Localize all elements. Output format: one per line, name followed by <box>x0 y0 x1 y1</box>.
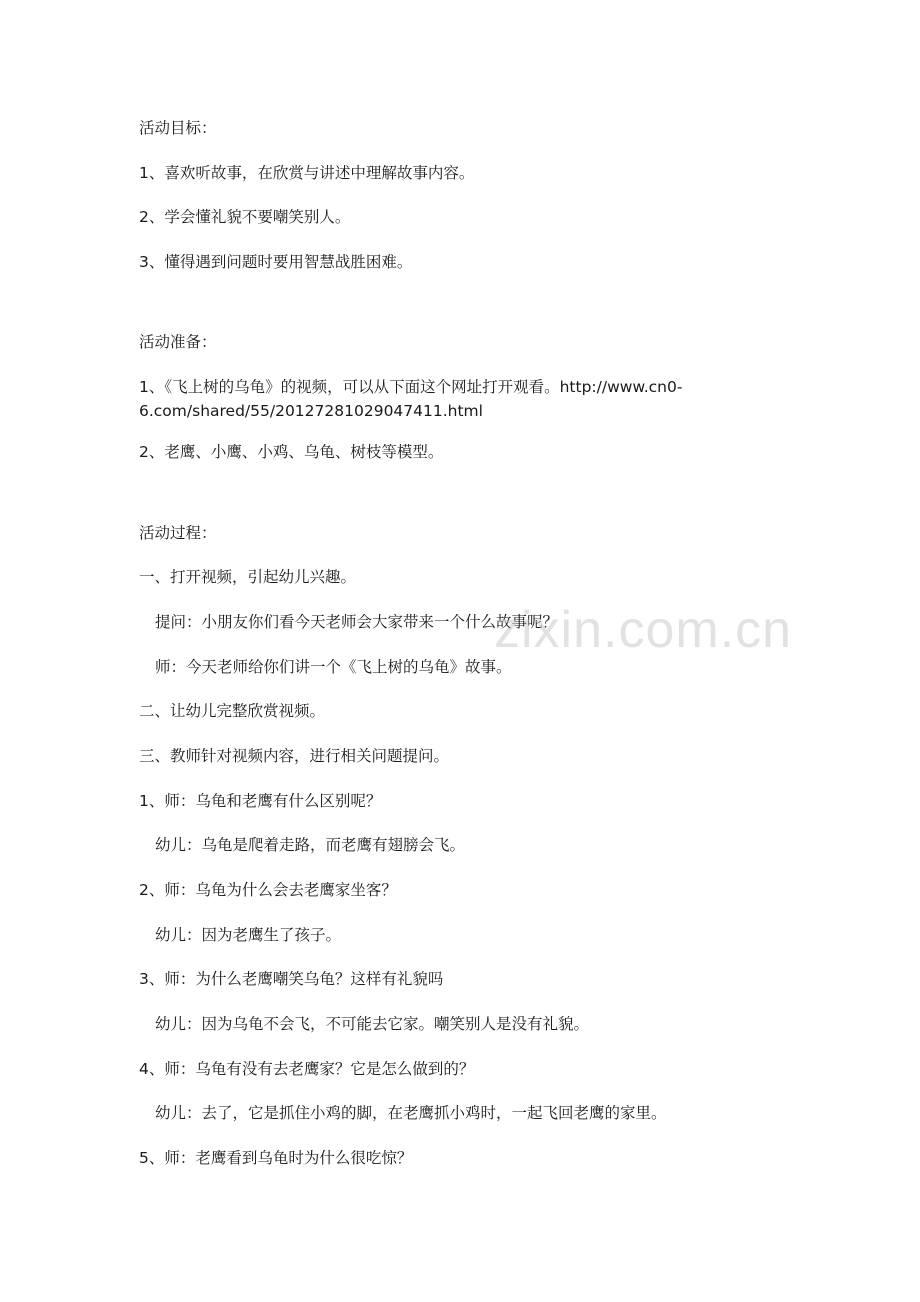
process-step-1: 一、打开视频，引起幼儿兴趣。 <box>139 568 357 586</box>
question-5: 5、师：老鹰看到乌龟时为什么很吃惊？ <box>139 1149 413 1167</box>
prep-item-1-line-1: 1、《飞上树的乌龟》的视频，可以从下面这个网址打开观看。http://www.cn0- <box>139 378 683 396</box>
process-step-1-question: 提问：小朋友你们看今天老师会大家带来一个什么故事呢？ <box>155 613 559 631</box>
answer-4: 幼儿：去了，它是抓住小鸡的脚，在老鹰抓小鸡时，一起飞回老鹰的家里。 <box>155 1104 667 1122</box>
prep-item-1-line-2: 6.com/shared/55/20127281029047411.html <box>139 402 483 420</box>
question-3: 3、师：为什么老鹰嘲笑乌龟？这样有礼貌吗 <box>139 970 444 988</box>
goal-item-2: 2、学会懂礼貌不要嘲笑别人。 <box>139 208 351 226</box>
watermark: zixin.com.cn <box>494 601 793 659</box>
answer-1: 幼儿：乌龟是爬着走路，而老鹰有翅膀会飞。 <box>155 836 466 854</box>
goals-heading: 活动目标： <box>139 119 217 137</box>
process-step-1-answer: 师：今天老师给你们讲一个《飞上树的乌龟》故事。 <box>155 658 512 676</box>
answer-2: 幼儿：因为老鹰生了孩子。 <box>155 926 342 944</box>
process-step-2: 二、让幼儿完整欣赏视频。 <box>139 702 326 720</box>
prep-heading: 活动准备： <box>139 333 217 351</box>
question-4: 4、师：乌龟有没有去老鹰家？它是怎么做到的？ <box>139 1060 475 1078</box>
goal-item-3: 3、懂得遇到问题时要用智慧战胜困难。 <box>139 253 413 271</box>
process-step-3: 三、教师针对视频内容，进行相关问题提问。 <box>139 747 450 765</box>
process-heading: 活动过程： <box>139 524 217 542</box>
goal-item-1: 1、喜欢听故事，在欣赏与讲述中理解故事内容。 <box>139 164 475 182</box>
question-2: 2、师：乌龟为什么会去老鹰家坐客？ <box>139 881 397 899</box>
question-1: 1、师：乌龟和老鹰有什么区别呢？ <box>139 792 382 810</box>
answer-3: 幼儿：因为乌龟不会飞，不可能去它家。嘲笑别人是没有礼貌。 <box>155 1015 590 1033</box>
prep-item-2: 2、老鹰、小鹰、小鸡、乌龟、树枝等模型。 <box>139 443 444 461</box>
